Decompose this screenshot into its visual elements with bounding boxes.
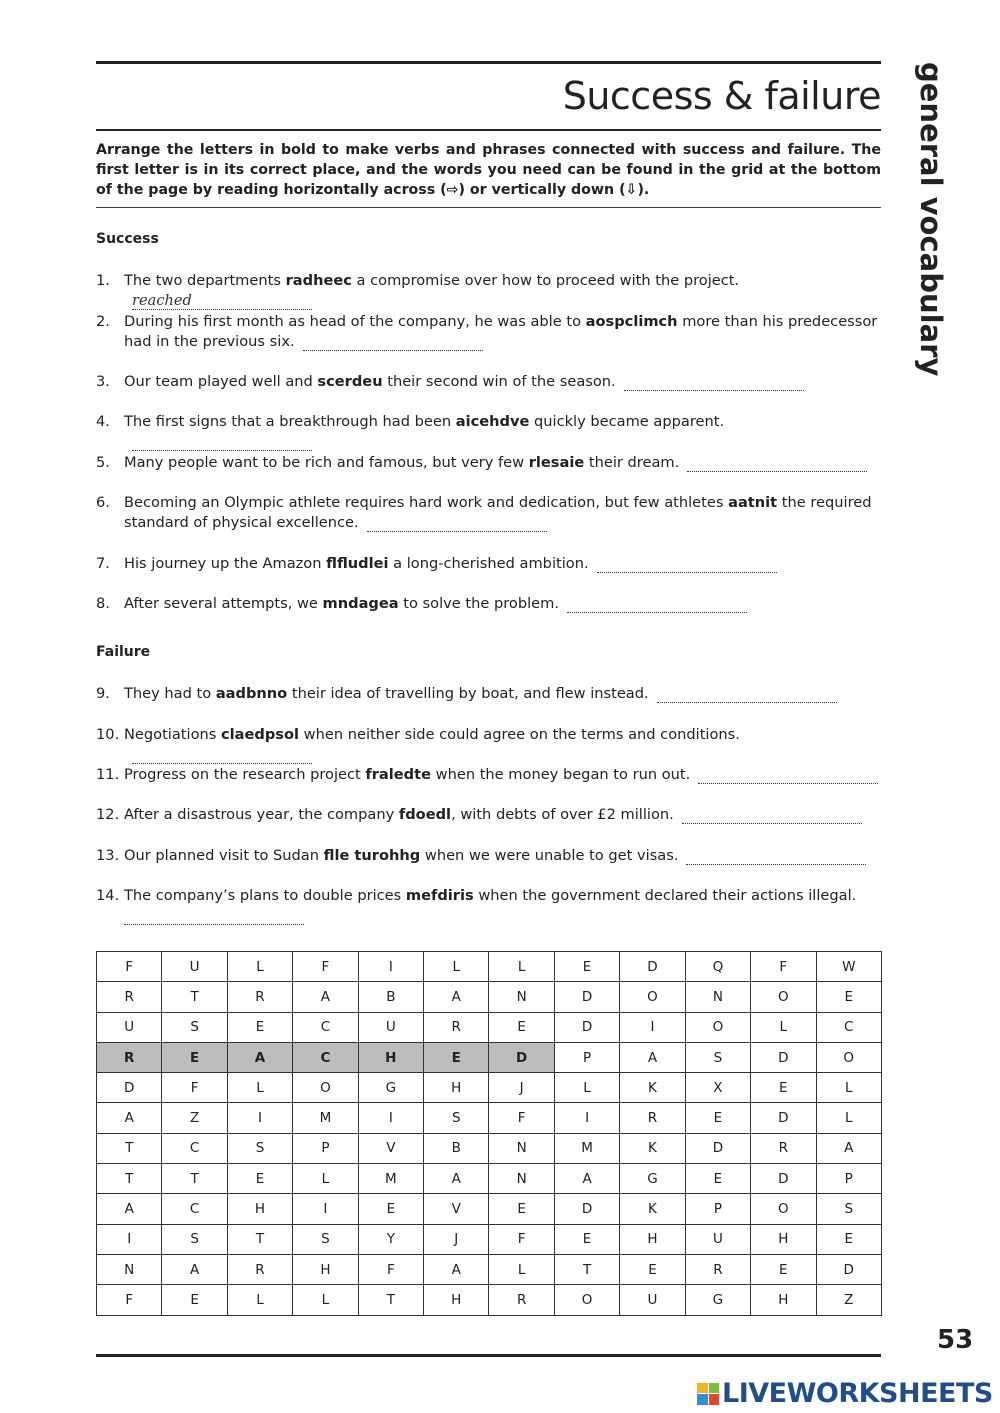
question-before: They had to [124, 685, 216, 702]
question-item [96, 453, 881, 473]
grid-cell[interactable]: L [227, 1285, 292, 1315]
liveworksheets-logo [697, 1378, 993, 1409]
grid-cell[interactable]: D [554, 1194, 619, 1224]
question-item [96, 271, 881, 311]
brand-name: LIVEWORKSHEETS [722, 1378, 993, 1409]
grid-row [97, 1042, 882, 1072]
grid-cell[interactable]: L [554, 1073, 619, 1103]
grid-cell[interactable]: E [227, 1164, 292, 1194]
anagram: flle turohhg [323, 847, 421, 864]
grid-cell[interactable]: M [293, 1103, 358, 1133]
question-item [96, 594, 881, 614]
grid-cell[interactable]: F [97, 952, 162, 982]
question-after: their dream. [584, 454, 680, 471]
grid-cell[interactable]: I [620, 1012, 685, 1042]
question-after: , with debts of over £2 million. [451, 806, 674, 823]
grid-cell[interactable]: A [424, 1254, 489, 1284]
question-number: 10. [96, 726, 120, 743]
grid-cell[interactable]: J [424, 1224, 489, 1254]
grid-cell[interactable]: W [816, 952, 882, 982]
grid-cell[interactable]: T [97, 1133, 162, 1163]
question-text [124, 725, 881, 765]
answer-input[interactable] [597, 556, 777, 573]
question-text [124, 372, 881, 392]
question-text [124, 594, 881, 614]
question-before: Negotiations [124, 726, 222, 743]
title-rule [96, 129, 881, 131]
question-number: 12. [96, 806, 120, 823]
grid-row [97, 952, 882, 982]
question-number: 13. [96, 847, 120, 864]
question-item [96, 765, 881, 785]
question-text [124, 554, 881, 574]
grid-cell[interactable]: E [489, 1194, 554, 1224]
question-after: when the government declared their actions illegal. [473, 887, 857, 904]
grid-cell[interactable]: O [685, 1012, 750, 1042]
grid-cell[interactable]: H [751, 1285, 816, 1315]
answer-input[interactable] [124, 908, 304, 925]
anagram: rlesaie [528, 454, 585, 471]
question-item [96, 312, 881, 352]
question-item [96, 725, 881, 765]
grid-cell[interactable]: U [97, 1012, 162, 1042]
grid-cell[interactable]: U [162, 952, 227, 982]
grid-cell[interactable]: E [162, 1285, 227, 1315]
grid-cell[interactable]: H [424, 1073, 489, 1103]
answer-input[interactable] [698, 767, 878, 784]
grid-cell[interactable]: N [489, 1164, 554, 1194]
anagram: scerdeu [317, 373, 383, 390]
grid-cell[interactable]: E [685, 1103, 750, 1133]
grid-cell[interactable]: D [751, 1164, 816, 1194]
grid-cell[interactable]: A [424, 1164, 489, 1194]
grid-cell[interactable]: T [554, 1254, 619, 1284]
grid-row [97, 1254, 882, 1284]
grid-cell[interactable]: D [97, 1073, 162, 1103]
grid-cell[interactable]: P [554, 1042, 619, 1072]
grid-cell[interactable]: A [293, 982, 358, 1012]
question-after: quickly became apparent. [529, 413, 725, 430]
grid-cell[interactable]: B [424, 1133, 489, 1163]
grid-cell[interactable]: R [751, 1133, 816, 1163]
question-number: 2. [96, 313, 110, 330]
question-number: 1. [96, 272, 110, 289]
grid-cell[interactable]: S [162, 1224, 227, 1254]
grid-cell[interactable]: E [162, 1042, 227, 1072]
answer-input[interactable] [687, 455, 867, 472]
grid-cell[interactable]: S [293, 1224, 358, 1254]
grid-cell[interactable]: O [620, 982, 685, 1012]
grid-cell[interactable]: O [751, 982, 816, 1012]
grid-cell[interactable]: Y [358, 1224, 423, 1254]
section-success: Success [96, 231, 159, 247]
answer-input[interactable] [132, 434, 312, 451]
question-after: when neither side could agree on the terms and conditions. [299, 726, 740, 743]
question-item [96, 372, 881, 392]
question-text [124, 846, 881, 866]
question-after: more than his predecessor had in the previous six. [124, 313, 878, 350]
grid-cell[interactable]: F [293, 952, 358, 982]
side-label: general vocabulary [914, 62, 948, 377]
grid-cell[interactable]: H [227, 1194, 292, 1224]
grid-row [97, 1133, 882, 1163]
question-item [96, 886, 881, 926]
page-title: Success & failure [562, 74, 881, 118]
grid-cell[interactable]: H [358, 1042, 423, 1072]
grid-cell[interactable]: D [554, 1012, 619, 1042]
grid-cell[interactable]: R [227, 982, 292, 1012]
grid-cell[interactable]: M [554, 1133, 619, 1163]
grid-cell[interactable]: L [227, 952, 292, 982]
answer-input[interactable] [367, 515, 547, 532]
anagram: aadbnno [215, 685, 288, 702]
grid-cell[interactable]: T [162, 982, 227, 1012]
grid-row [97, 1224, 882, 1254]
question-number: 11. [96, 766, 120, 783]
question-text [124, 765, 881, 785]
grid-cell[interactable]: I [293, 1194, 358, 1224]
anagram: fdoedl [398, 806, 452, 823]
grid-cell[interactable]: A [424, 982, 489, 1012]
grid-cell[interactable]: L [424, 952, 489, 982]
grid-row [97, 1103, 882, 1133]
question-before: The two departments [124, 272, 286, 289]
question-text [124, 493, 881, 533]
question-number: 14. [96, 887, 120, 904]
question-after: to solve the problem. [398, 595, 560, 612]
grid-cell[interactable]: K [620, 1194, 685, 1224]
grid-cell[interactable]: S [227, 1133, 292, 1163]
grid-row [97, 1073, 882, 1103]
question-before: Our planned visit to Sudan [124, 847, 324, 864]
grid-cell[interactable]: O [816, 1042, 882, 1072]
anagram: aatnit [728, 494, 778, 511]
question-after: when the money began to run out. [431, 766, 691, 783]
grid-cell[interactable]: V [424, 1194, 489, 1224]
grid-cell[interactable]: C [293, 1012, 358, 1042]
grid-cell[interactable]: D [816, 1254, 882, 1284]
grid-cell[interactable]: N [489, 982, 554, 1012]
anagram: radheec [285, 272, 352, 289]
anagram: flfludlei [326, 555, 389, 572]
grid-cell[interactable]: E [751, 1254, 816, 1284]
grid-cell[interactable]: I [358, 1103, 423, 1133]
grid-cell[interactable]: C [162, 1194, 227, 1224]
question-item [96, 554, 881, 574]
grid-cell[interactable]: O [751, 1194, 816, 1224]
question-text [124, 312, 881, 352]
grid-cell[interactable]: F [358, 1254, 423, 1284]
grid-cell[interactable]: I [97, 1224, 162, 1254]
grid-cell[interactable]: X [685, 1073, 750, 1103]
instructions: Arrange the letters in bold to make verbs and phrases connected with success and failure. The first letter is in its correct place, and the words you need can be found in the grid at the bottom of the page by reading horizontally across (⇨) or vertically down (⇩). [96, 142, 881, 198]
grid-row [97, 982, 882, 1012]
question-number: 9. [96, 685, 110, 702]
bottom-rule [96, 1354, 881, 1357]
question-before: Becoming an Olympic athlete requires hard work and dedication, but few athletes [124, 494, 729, 511]
grid-cell[interactable]: S [424, 1103, 489, 1133]
answer-input[interactable] [682, 807, 862, 824]
question-number: 3. [96, 373, 110, 390]
question-before: Many people want to be rich and famous, but very few [124, 454, 529, 471]
grid-cell[interactable]: D [554, 982, 619, 1012]
grid-cell[interactable]: E [424, 1042, 489, 1072]
grid-cell[interactable]: L [751, 1012, 816, 1042]
grid-cell[interactable]: Q [685, 952, 750, 982]
question-text [124, 684, 881, 704]
grid-cell[interactable]: A [97, 1103, 162, 1133]
grid-row [97, 1012, 882, 1042]
grid-cell[interactable]: S [685, 1042, 750, 1072]
grid-cell[interactable]: K [620, 1073, 685, 1103]
grid-cell[interactable]: F [751, 952, 816, 982]
grid-cell[interactable]: P [685, 1194, 750, 1224]
grid-cell[interactable]: T [227, 1224, 292, 1254]
question-before: The first signs that a breakthrough had been [124, 413, 456, 430]
question-before: Progress on the research project [124, 766, 366, 783]
grid-cell[interactable]: F [162, 1073, 227, 1103]
anagram: claedpsol [221, 726, 300, 743]
question-before: After several attempts, we [124, 595, 323, 612]
grid-cell[interactable]: E [620, 1254, 685, 1284]
answer-input[interactable] [132, 293, 312, 310]
grid-cell[interactable]: L [227, 1073, 292, 1103]
grid-cell[interactable]: R [97, 982, 162, 1012]
question-item [96, 846, 881, 866]
grid-cell[interactable]: O [293, 1073, 358, 1103]
grid-cell[interactable]: A [97, 1194, 162, 1224]
grid-cell[interactable]: H [751, 1224, 816, 1254]
grid-cell[interactable]: G [685, 1285, 750, 1315]
grid-cell[interactable]: D [751, 1042, 816, 1072]
grid-cell[interactable]: N [685, 982, 750, 1012]
grid-cell[interactable]: N [489, 1133, 554, 1163]
question-item [96, 805, 881, 825]
grid-cell[interactable]: G [620, 1164, 685, 1194]
grid-cell[interactable]: L [293, 1164, 358, 1194]
grid-cell[interactable]: K [620, 1133, 685, 1163]
logo-icon [697, 1383, 719, 1405]
grid-cell[interactable]: E [554, 952, 619, 982]
anagram: aicehdve [455, 413, 530, 430]
grid-cell[interactable]: U [685, 1224, 750, 1254]
grid-cell[interactable]: H [293, 1254, 358, 1284]
grid-cell[interactable]: T [358, 1285, 423, 1315]
question-after: their second win of the season. [382, 373, 616, 390]
grid-cell[interactable]: I [554, 1103, 619, 1133]
grid-cell[interactable]: E [751, 1073, 816, 1103]
grid-cell[interactable]: U [620, 1285, 685, 1315]
question-item [96, 493, 881, 533]
instructions-rule [96, 207, 881, 208]
question-number: 6. [96, 494, 110, 511]
grid-cell[interactable]: I [227, 1103, 292, 1133]
question-number: 8. [96, 595, 110, 612]
question-after: when we were unable to get visas. [420, 847, 679, 864]
grid-cell[interactable]: E [554, 1224, 619, 1254]
grid-cell[interactable]: R [685, 1254, 750, 1284]
word-grid [96, 951, 882, 1316]
grid-cell[interactable]: U [358, 1012, 423, 1042]
grid-cell[interactable]: I [358, 952, 423, 982]
grid-cell[interactable]: R [489, 1285, 554, 1315]
answer-input[interactable] [567, 596, 747, 613]
grid-cell[interactable]: F [489, 1103, 554, 1133]
grid-row [97, 1164, 882, 1194]
question-before: The company’s plans to double prices [124, 887, 406, 904]
anagram: mndagea [322, 595, 399, 612]
question-text [124, 886, 881, 926]
grid-cell[interactable]: T [162, 1164, 227, 1194]
grid-cell[interactable]: A [227, 1042, 292, 1072]
question-number: 5. [96, 454, 110, 471]
grid-cell[interactable]: A [816, 1133, 882, 1163]
grid-cell[interactable]: M [358, 1164, 423, 1194]
grid-cell[interactable]: D [751, 1103, 816, 1133]
question-text [124, 805, 881, 825]
grid-cell[interactable]: R [227, 1254, 292, 1284]
question-number: 7. [96, 555, 110, 572]
grid-cell[interactable]: C [293, 1042, 358, 1072]
question-before: During his first month as head of the company, he was able to [124, 313, 586, 330]
grid-cell[interactable]: E [489, 1012, 554, 1042]
anagram: aospclimch [585, 313, 678, 330]
grid-cell[interactable]: L [293, 1285, 358, 1315]
answer-input[interactable] [686, 848, 866, 865]
grid-cell[interactable]: A [620, 1042, 685, 1072]
grid-cell[interactable]: L [816, 1103, 882, 1133]
grid-cell[interactable]: B [358, 982, 423, 1012]
anagram: mefdiris [405, 887, 474, 904]
question-after: their idea of travelling by boat, and flew instead. [287, 685, 649, 702]
grid-cell[interactable]: R [620, 1103, 685, 1133]
grid-cell[interactable]: R [97, 1042, 162, 1072]
grid-cell[interactable]: Z [162, 1103, 227, 1133]
top-rule [96, 61, 881, 64]
grid-cell[interactable]: E [358, 1194, 423, 1224]
answer-input[interactable] [657, 686, 837, 703]
question-before: His journey up the Amazon [124, 555, 327, 572]
grid-cell[interactable]: C [162, 1133, 227, 1163]
answer-input[interactable] [132, 747, 312, 764]
question-before: Our team played well and [124, 373, 318, 390]
grid-cell[interactable]: G [358, 1073, 423, 1103]
question-before: After a disastrous year, the company [124, 806, 399, 823]
grid-row [97, 1194, 882, 1224]
grid-cell[interactable]: R [424, 1012, 489, 1042]
question-text [124, 453, 881, 473]
grid-cell[interactable]: E [816, 982, 882, 1012]
grid-cell[interactable]: D [489, 1042, 554, 1072]
grid-cell[interactable]: E [685, 1164, 750, 1194]
grid-cell[interactable]: E [816, 1224, 882, 1254]
grid-cell[interactable]: A [554, 1164, 619, 1194]
grid-cell[interactable]: J [489, 1073, 554, 1103]
grid-cell[interactable]: T [97, 1164, 162, 1194]
grid-cell[interactable]: O [554, 1285, 619, 1315]
grid-cell[interactable]: C [816, 1012, 882, 1042]
grid-cell[interactable]: D [620, 952, 685, 982]
question-item [96, 684, 881, 704]
page-number: 53 [937, 1325, 974, 1355]
grid-cell[interactable]: F [489, 1224, 554, 1254]
grid-cell[interactable]: H [620, 1224, 685, 1254]
grid-cell[interactable]: P [293, 1133, 358, 1163]
answer-input[interactable] [303, 334, 483, 351]
grid-cell[interactable]: V [358, 1133, 423, 1163]
question-number: 4. [96, 413, 110, 430]
grid-cell[interactable]: P [816, 1164, 882, 1194]
grid-cell[interactable]: L [489, 952, 554, 982]
grid-row [97, 1285, 882, 1315]
grid-cell[interactable]: D [685, 1133, 750, 1163]
grid-cell[interactable]: L [816, 1073, 882, 1103]
grid-cell[interactable]: L [489, 1254, 554, 1284]
question-after: the required standard of physical excellence. [124, 494, 872, 531]
grid-cell[interactable]: S [162, 1012, 227, 1042]
grid-cell[interactable]: E [227, 1012, 292, 1042]
grid-cell[interactable]: F [97, 1285, 162, 1315]
answer-input[interactable] [624, 374, 804, 391]
grid-cell[interactable]: N [97, 1254, 162, 1284]
grid-cell[interactable]: H [424, 1285, 489, 1315]
question-text [124, 412, 881, 452]
anagram: fraledte [365, 766, 432, 783]
grid-cell[interactable]: S [816, 1194, 882, 1224]
grid-cell[interactable]: A [162, 1254, 227, 1284]
question-item [96, 412, 881, 452]
question-text [124, 271, 881, 311]
question-after: a compromise over how to proceed with the project. [351, 272, 740, 289]
grid-cell[interactable]: Z [816, 1285, 882, 1315]
question-after: a long-cherished ambition. [388, 555, 589, 572]
section-failure: Failure [96, 644, 151, 660]
